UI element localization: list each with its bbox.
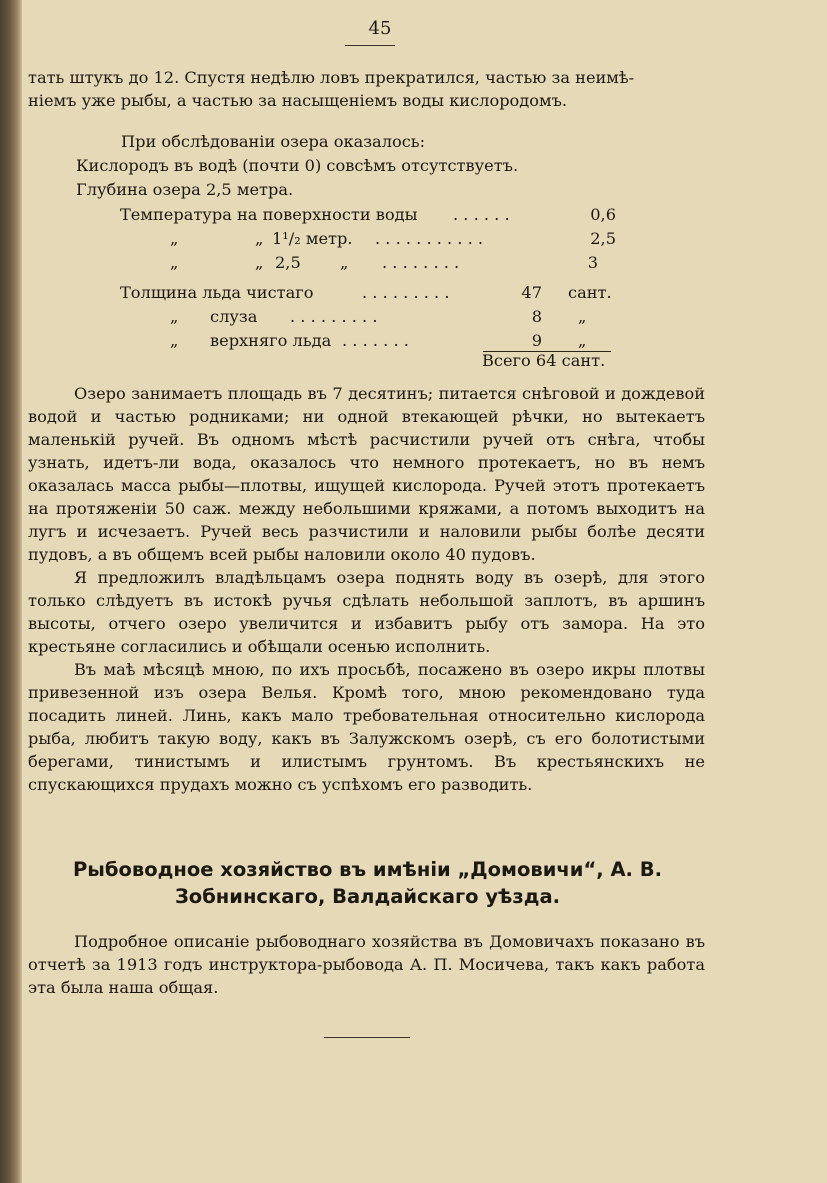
intro-text	[28, 66, 705, 112]
ditto-mark: „	[170, 331, 179, 350]
intro-line-1: тать штукъ до 12. Спустя недѣлю ловъ прекратился, частью за неимѣ-	[28, 68, 635, 87]
end-rule	[324, 1037, 410, 1038]
ice-leader-3: . . . . . . .	[342, 331, 409, 350]
ditto-mark: „	[170, 229, 179, 248]
ditto-mark: „	[340, 253, 349, 272]
ice-value-sluz: 8	[531, 307, 542, 326]
findings-line-1: При обслѣдованіи озера оказалось:	[121, 132, 426, 151]
ditto-mark: „	[170, 253, 179, 272]
ditto-mark: „	[255, 229, 264, 248]
ice-label-top: верхняго льда	[210, 331, 332, 350]
temperature-leader-2: . . . . . . . . . . .	[375, 229, 484, 248]
temperature-leader-1: . . . . . .	[453, 205, 510, 224]
page-number: 45	[368, 18, 392, 39]
ice-unit: сант.	[568, 283, 612, 302]
temperature-leader-3: . . . . . . . .	[382, 253, 460, 272]
temperature-value-1-5m: 2,5	[590, 229, 616, 248]
ice-row-clear	[120, 281, 612, 305]
section-text	[28, 930, 705, 999]
book-spine-shadow	[0, 0, 22, 1183]
findings-line-3: Глубина озера 2,5 метра.	[76, 180, 294, 199]
temperature-label: Температура на поверхности воды	[120, 205, 418, 224]
ice-value-clear: 47	[521, 283, 542, 302]
temperature-depth-2-5: 2,5	[275, 253, 301, 272]
findings-line-2: Кислородъ въ водѣ (почти 0) совсѣмъ отсутствуетъ.	[76, 156, 519, 175]
intro-line-2: ніемъ уже рыбы, а частью за насыщеніемъ воды кислородомъ.	[28, 91, 568, 110]
temperature-row-surface	[120, 203, 616, 227]
paragraph-stocking: Въ маѣ мѣсяцѣ мною, по ихъ просьбѣ, посажено въ озеро икры плотвы привезенной изъ озера Велья. Кромѣ того, мною рекомендовано туда посадить линей. Линь, какъ мало требовательная относительно кислорода рыба, любитъ такую воду, какъ въ Залужскомъ озерѣ, съ его болотистыми берегами, тинистымъ и илистымъ грунтомъ. Въ крестьянскихъ не спускающихся прудахъ можно съ успѣхомъ его разводить.	[28, 660, 705, 794]
page-number-rule	[345, 45, 395, 46]
ditto-mark: „	[578, 307, 587, 326]
ice-label-sluz: слуза	[210, 307, 258, 326]
ice-leader-2: . . . . . . . . .	[290, 307, 378, 326]
paragraph-proposal: Я предложилъ владѣльцамъ озера поднять воду въ озерѣ, для этого только слѣдуетъ въ истокѣ ручья сдѣлать небольшой заплотъ, въ аршинъ высоты, отчего озеро увеличится и избавитъ рыбу отъ замора. На это крестьяне согласились и обѣщали осенью исполнить.	[28, 568, 705, 656]
ditto-mark: „	[170, 307, 179, 326]
ice-total: Всего 64 сант.	[482, 351, 606, 370]
ditto-mark: „	[255, 253, 264, 272]
ditto-mark: „	[578, 331, 587, 350]
temperature-value-2-5m: 3	[587, 253, 598, 272]
section-heading: Рыбоводное хозяйство въ имѣніи „Домовичи“, А. В. Зобнинскаго, Валдайскаго уѣзда.	[72, 858, 663, 908]
ice-leader-1: . . . . . . . . .	[362, 283, 450, 302]
ice-label: Толщина льда чистаго	[120, 283, 314, 302]
temperature-depth-1-5: 1¹/₂ метр.	[272, 229, 353, 248]
section-paragraph: Подробное описаніе рыбоводнаго хозяйства въ Домовичахъ показано въ отчетѣ за 1913 годъ инструктора-рыбовода А. П. Мосичева, такъ какъ работа эта была наша общая.	[28, 932, 705, 997]
body-text	[28, 382, 705, 796]
temperature-value-surface: 0,6	[590, 205, 616, 224]
ice-value-top: 9	[531, 331, 542, 350]
findings-block	[76, 130, 518, 202]
paragraph-lake: Озеро занимаетъ площадь въ 7 десятинъ; питается снѣговой и дождевой водой и частью родниками; ни одной втекающей рѣчки, но вытекаетъ маленькій ручей. Въ одномъ мѣстѣ расчистили ручей отъ снѣга, чтобы узнать, идетъ-ли вода, оказалось что немного протекаетъ, но въ немъ оказалась масса рыбы—плотвы, ищущей кислорода. Ручей этотъ протекаетъ на протяженіи 50 саж. между небольшими кряжами, а потомъ выходитъ на лугъ и исчезаетъ. Ручей весь разчистили и наловили рыбы болѣе десяти пудовъ, а въ общемъ всей рыбы наловили около 40 пудовъ.	[28, 384, 705, 564]
